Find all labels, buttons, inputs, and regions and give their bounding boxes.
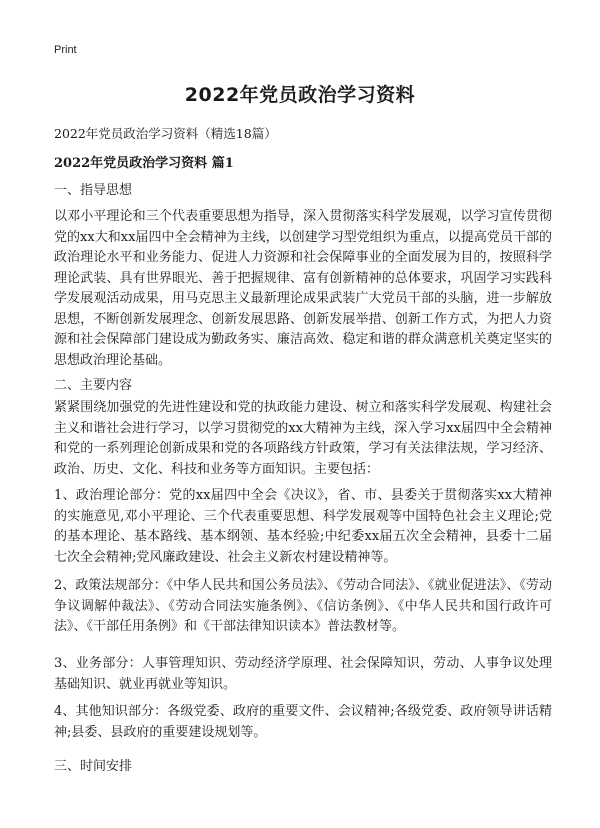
paragraph-guiding-ideology: 以邓小平理论和三个代表重要思想为指导，深入贯彻落实科学发展观，以学习宣传贯彻党的xx大和xx届四中全会精神为主线，以创建学习型党组织为重点，以提高党员干部的政治理论水平和业务能力、促进人力资源和社会保障事业的全面发展为目的，按照科学理论武装、具有世界眼光、善于把握规律、富有创新精神的总体要求，巩固学习实践科学发展观活动成果，用马克思主义最新理论成果武装广大党员干部的头脑，进一步解放思想，不断创新发展理念、创新发展思路、创新发展举措、创新工作方式，为把人力资源和社会保障部门建设成为勤政务实、廉洁高效、稳定和谐的群众满意机关奠定坚实的思想政治理论基础。 [54, 209, 552, 368]
heading-schedule: 三、时间安排 [54, 759, 133, 774]
section-title: 2022年党员政治学习资料 篇1 [54, 156, 234, 171]
print-label: Print [54, 44, 77, 56]
paragraph-political-theory: 1、政治理论部分：党的xx届四中全会《决议》，省、市、县委关于贯彻落实xx大精神的实施意见,邓小平理论、三个代表重要思想、科学发展观等中国特色社会主义理论;党的基本理论、基本路线、基本纲领、基本经验;中纪委xx届五次全会精神，县委十二届七次全会精神;党风廉政建设、社会主义新农村建设精神等。 [54, 488, 552, 565]
heading-guiding-ideology: 一、指导思想 [54, 183, 133, 198]
paragraph-main-content: 紧紧围绕加强党的先进性建设和党的执政能力建设、树立和落实科学发展观、构建社会主义和谐社会进行学习，以学习贯彻党的xx大精神为主线，深入学习xx届四中全会精神和党的一系列理论创新成果和党的各项路线方针政策，学习有关法律法规，学习经济、政治、历史、文化、科技和业务等方面知识。主要包括： [54, 400, 552, 477]
page-title: 2022年党员政治学习资料 [184, 84, 416, 106]
heading-main-content: 二、主要内容 [54, 378, 133, 393]
paragraph-other-knowledge: 4、其他知识部分：各级党委、政府的重要文件、会议精神;各级党委、政府领导讲话精神;县委、县政府的重要建设规划等。 [54, 704, 552, 740]
document-subtitle: 2022年党员政治学习资料（精选18篇） [54, 126, 277, 141]
paragraph-business: 3、业务部分：人事管理知识、劳动经济学原理、社会保障知识，劳动、人事争议处理基础知识、就业再就业等知识。 [54, 656, 552, 692]
paragraph-policy-regulations: 2、政策法规部分：《中华人民共和国公务员法》、《劳动合同法》、《就业促进法》、《劳动争议调解仲裁法》、《劳动合同法实施条例》、《信访条例》、《中华人民共和国行政许可法》、《干部任用条例》和《干部法律知识读本》普法教材等。 [54, 578, 552, 634]
